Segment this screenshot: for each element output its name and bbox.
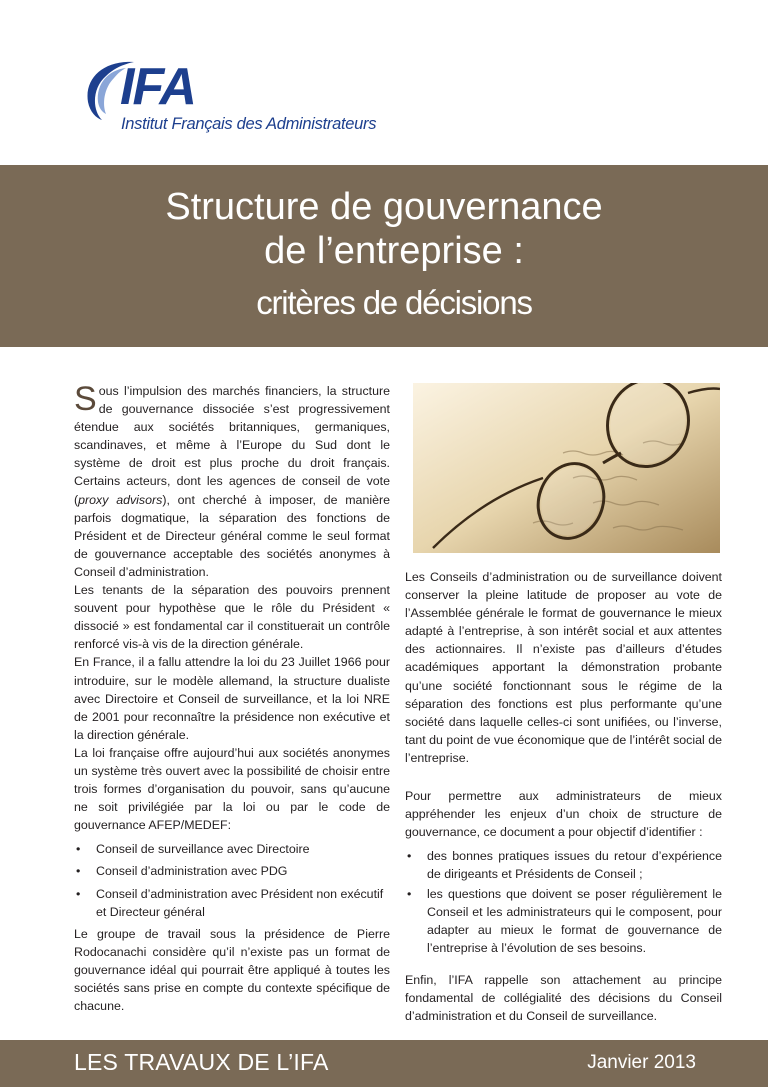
spacer: [405, 961, 722, 971]
spacer: [405, 767, 722, 787]
ifa-logo: [82, 58, 402, 138]
paragraph: Les tenants de la séparation des pouvoirs prennent souvent pour hypothèse que le rôle du Président « dissocié » est fondamental car il constituerait un contrôle renforcé vis-à vis de la direction générale.: [74, 583, 390, 652]
list-item: • Conseil d’administration avec Président non exécutif et Directeur général: [74, 885, 390, 921]
paragraph: Les Conseils d’administration ou de surveillance doivent conserver la pleine latitude de proposer au vote de l’Assemblée générale le format de gouvernance le mieux adapté à l’entreprise, à son intérêt social et aux attentes des actionnaires. Il n’existe pas d’ailleurs d’études académiques apportant la démonstration probante qu’une société fonctionnant sous le régime de la séparation des fonctions est plus performante qu’une société dans laquelle celles-ci sont unifiées, ou l’inverse, tant du point de vue économique que de l’intérêt social de l’entreprise.: [405, 570, 722, 765]
list-item: • Conseil de surveillance avec Directoire: [74, 840, 390, 858]
logo-subtitle: Institut Français des Administrateurs: [121, 115, 377, 133]
intro-paragraph: [74, 382, 390, 581]
paragraph: La loi française offre aujourd’hui aux sociétés anonymes un système très ouvert avec la possibilité de choisir entre trois formes d’organisation du pouvoir, sans qu’aucune ne soit privilégiée par la loi ou par le code de gouvernance AFEP/MEDEF:: [74, 745, 390, 833]
publication-date: Janvier 2013: [587, 1052, 696, 1073]
objectives-list: [405, 847, 722, 957]
series-title: LES TRAVAUX DE L’IFA: [74, 1049, 329, 1075]
drop-cap: S: [74, 380, 97, 418]
list-item: • les questions que doivent se poser régulièrement le Conseil et les administrateurs qui le composent, pour adapter au mieux le format de gouvernance de l’entreprise à l’évolution de ses besoins.: [405, 885, 722, 957]
governance-forms-list: [74, 840, 390, 920]
title-line-2: de l’entreprise :: [264, 230, 524, 272]
intro-text-end: ), ont cherché à imposer, de manière parfois dogmatique, la séparation des fonctions de Président et de Directeur général comme le seul format de gouvernance acceptable des sociétés anonymes à Conseil d’administration.: [74, 492, 391, 579]
right-column: [405, 568, 722, 1025]
intro-italic: proxy advisors: [78, 492, 163, 507]
glasses-photo: [413, 383, 720, 553]
paragraph: Enfin, l’IFA rappelle son attachement au principe fondamental de collégialité des décisions du Conseil d’administration et du Conseil de surveillance.: [405, 972, 722, 1024]
footer-bar: [0, 1040, 768, 1087]
title-banner: [0, 165, 768, 347]
glasses-illustration: [413, 383, 720, 553]
logo-mark: IFA: [120, 58, 195, 116]
left-column: [74, 382, 390, 1015]
title-line-1: Structure de gouvernance: [165, 186, 603, 228]
banner-subtitle: critères de décisions: [256, 284, 532, 321]
list-item: • des bonnes pratiques issues du retour d’expérience de dirigeants et Présidents de Conseil ;: [405, 847, 722, 883]
intro-text: ous l’impulsion des marchés financiers, la structure de gouvernance dissociée s’est progressivement étendue aux sociétés britanniques, germaniques, scandinaves, et même à l’Europe du Sud dont le système de droit est plus proche du droit français. Certains acteurs, dont les agences de conseil de vote (: [74, 384, 390, 507]
paragraph: Pour permettre aux administrateurs de mieux appréhender les enjeux d’un choix de structure de gouvernance, ce document a pour objectif d’identifier :: [405, 789, 722, 840]
paragraph: Le groupe de travail sous la présidence de Pierre Rodocanachi considère qu’il n’existe pas un format de gouvernance idéal qui pourrait être appliqué à toutes les sociétés sans prise en compte du contexte spécifique de chacune.: [74, 926, 390, 1014]
list-item: • Conseil d’administration avec PDG: [74, 862, 390, 880]
paragraph: En France, il a fallu attendre la loi du 23 Juillet 1966 pour introduire, sur le modèle allemand, la structure dualiste avec Directoire et Conseil de surveillance, et la loi NRE de 2001 pour reconnaître la présidence non exécutive et la direction générale.: [74, 655, 390, 742]
